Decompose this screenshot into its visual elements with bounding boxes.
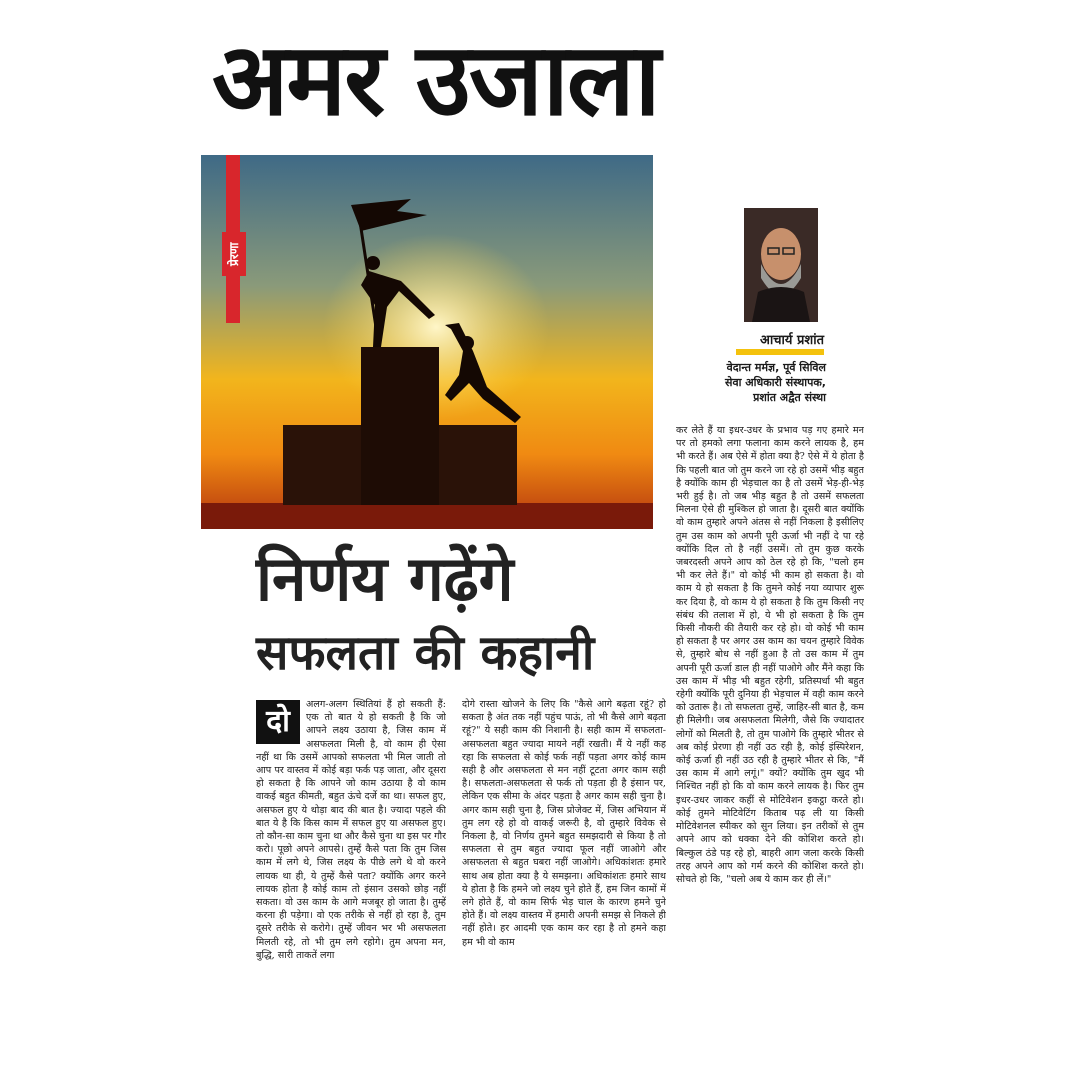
article-column-3 — [676, 424, 864, 1074]
author-desc-line: सेवा अधिकारी संस्थापक, — [725, 376, 826, 389]
author-desc-line: वेदान्त मर्मज्ञ, पूर्व सिविल — [726, 361, 826, 374]
article-column-2 — [462, 698, 666, 1072]
article-column-1 — [256, 698, 446, 1072]
author-underline — [736, 349, 824, 355]
author-photo — [744, 208, 818, 322]
article-text: दोगे रास्ता खोजने के लिए कि "कैसे आगे बढ़ता रहूं? हो सकता है अंत तक नहीं पहुंच पाऊं, तो भी कैसे आगे बढ़ता रहूं?" ये सही काम की निशानी है। सही काम में सफलता-असफलता बहुत ज्यादा मायने नहीं रखती। मैं ये नहीं कह रहा कि सफलता से कोई फर्क नहीं पड़ता अगर कोई काम सही है और असफलता से मन नहीं टूटता अगर काम सही है। सफलता-असफलता से फर्क तो पड़ता ही है इंसान पर, लेकिन एक सीमा के अंदर पड़ता है अगर काम सही चुना है। अगर काम सही चुना है, जिस प्रोजेक्ट में, जिस अभियान में तुम लग रहे हो वो वाकई जरूरी है, वो तुम्हारे विवेक से निकला है, वो निर्णय तुमने बहुत समझदारी से किया है तो सफलता से तुम बहुत ज्यादा फूल नहीं जाओगे और असफलता से बहुत घबरा नहीं जाओगे। अधिकांशतः हमारे साथ अब होता क्या है ये समझना। अधिकांशतः हमारे साथ ये होता है कि हमने जो लक्ष्य चुने होते हैं, हम जिन कामों में लगे होते हैं, वो काम सिर्फ भेड़ चाल के कारण हमने चुने होते हैं। वो लक्ष्य वास्तव में हमारी अपनी समझ से निकले ही नहीं होते। हर आदमी एक काम कर रहा है तो हमने कहा हम भी वो काम — [462, 699, 666, 948]
headline-line-2: सफलता की कहानी — [256, 625, 595, 681]
article-text: कर लेते हैं या इधर-उधर के प्रभाव पड़ गए हमारे मन पर तो हमको लगा फलाना काम करने लायक है, हम भी करते हैं। अब ऐसे में होता क्या है? ऐसे में ये होता है कि पहली बात जो तुम करने जा रहे हो उसमें भीड़ बहुत है क्योंकि काम ही भेड़चाल का है तो उसमें भेड़-ही-भेड़ भरी हुई है। तो जब भीड़ बहुत है तो उसमें सफलता मिलना ऐसे ही मुश्किल हो जाता है। दूसरी बात क्योंकि वो काम तुम्हारे अपने अंतस से नहीं निकला है इसीलिए तुम उस काम को अपनी पूरी ऊर्जा भी नहीं दे पा रहे क्योंकि दिल तो है नहीं उसमें। तो तुम कुछ करके जबरदस्ती अपने आप को ठेल रहे हो कि, "चलो हम भी कर लेते हैं।" वो कोई भी काम हो सकता है। वो काम ये हो सकता है कि तुमने कोई नया व्यापार शुरू कर दिया है, वो काम ये हो सकता है कि तुम किसी नए संबंध की तलाश में हो, ये भी हो सकता है कि तुम किसी नौकरी की तैयारी कर रहे हो। वो कोई भी काम हो सकता है पर अगर उस काम का चयन तुम्हारे विवेक से, तुम्हारे बोध से नहीं हुआ है तो उस काम में तुम अपनी पूरी ऊर्जा डाल ही नहीं पाओगे और मैंने कहा कि उस काम में भीड़ भी बहुत रहेगी, प्रतिस्पर्धा भी बहुत रहेगी क्योंकि पूरी दुनिया ही भेड़चाल में वही काम करने को उतारू है। तो सफलता तुम्हें, जाहिर-सी बात है, कम ही मिलेगी। जब असफलता मिलेगी, जैसे कि ज्यादातर लोगों को मिलती है, तो तुम पाओगे कि तुम्हारे भीतर से अब कोई प्रेरणा ही नहीं उठ रही है, कोई इंस्पिरेशन, कोई ऊर्जा ही नहीं उठ रही है तुम्हारे भीतर से कि, "मैं उस काम में आगे लगूं।" क्यों? क्योंकि तुम खुद भी निश्चित नहीं हो कि वो काम करने लायक है। फिर तुम इधर-उधर जाकर कहीं से मोटिवेशन इकट्ठा करते हो। कोई तुमने मोटिवेटिंग किताब पढ़ ली या किसी मोटिवेशनल स्पीकर को सुन लिया। इन तरीकों से तुम अपने आप को धक्का देने की कोशिश करते हो। बिल्कुल ठंडे पड़ रहे हो, बाहरी आग जला करके किसी तरह अपने आप को गर्म करने की कोशिश करते हो। सोचते हो कि, "चलो अब ये काम कर ही लें।" — [676, 425, 864, 885]
author-name: आचार्य प्रशांत — [760, 333, 824, 348]
article-text: अलग-अलग स्थितियां हैं हो सकती हैं: एक तो बात ये हो सकती है कि जो आपने लक्ष्य उठाया है, जिस काम में असफलता मिली है, वो काम ही ऐसा नहीं था कि उसमें आपको सफलता भी मिल जाती तो आप पर वास्तव में कोई बड़ा फर्क पड़ जाता, और दूसरा हो सकता है कि आपने जो काम उठाया है वो काम वाकई बहुत कीमती, बहुत ऊंचे दर्जे का था। सफल हुए, असफल हुए ये थोड़ा बाद की बात है। ज्यादा पहले की बात ये है कि किस काम में सफल हुए या असफल हुए। तो कौन-सा काम चुना था और कैसे चुना था इस पर गौर करो। पूछो अपने आपसे। तुम्हें कैसे पता कि तुम जिस काम में लगे थे, जिस लक्ष्य के पीछे लगे थे वो करने लायक था ही, ये तुम्हें कैसे पता? क्योंकि अगर करने लायक होता है कोई काम तो इंसान उसको छोड़ नहीं सकता। वो उस काम के आगे मजबूर हो जाता है। तुम्हें करना ही पड़ेगा। वो एक तरीके से नहीं हो रहा है, तुम दूसरे तरीके से करोगे। तुम्हें जीवन भर भी असफलता मिलती रहे, तो भी तुम लगे रहोगे। तुम अपना मन, बुद्धि, सारी ताकतें लगा — [256, 699, 446, 961]
author-description — [696, 360, 826, 405]
headline-line-1: निर्णय गढ़ेंगे — [256, 542, 514, 615]
lead-photo — [201, 155, 653, 529]
drop-cap: दो — [256, 700, 300, 744]
newspaper-masthead: अमर उजाला — [212, 21, 659, 138]
author-desc-line: प्रशांत अद्वैत संस्था — [753, 391, 826, 404]
section-tag-label: प्रेरणा — [222, 232, 246, 276]
